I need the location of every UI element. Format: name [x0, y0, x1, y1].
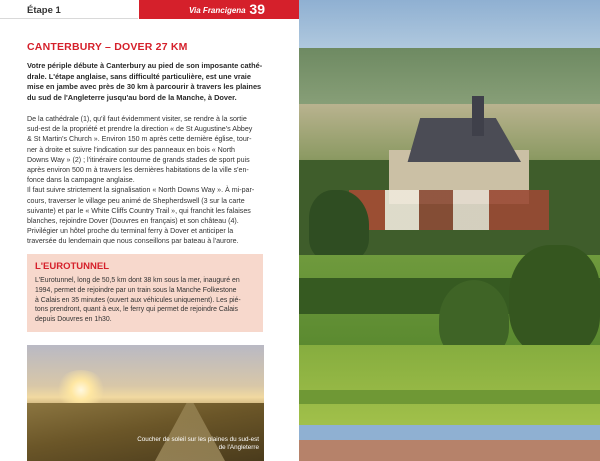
box-line: L'Eurotunnel, long de 50,5 km dont 38 km sous la mer, inauguré en: [35, 277, 240, 284]
route-name: Via Francigena: [189, 6, 246, 15]
photo-caption: [127, 436, 259, 452]
box-line: tons prendront, quant à eux, le ferry qui permet de rejoindre Calais: [35, 306, 239, 314]
body-line: Privilégier un hôtel proche du terminal ferry à Dover et anticiper la: [27, 227, 234, 236]
intro-line: Votre périple débute à Canterbury au pied de son imposante cathé-: [27, 61, 263, 70]
village-landscape-photo: [299, 0, 600, 461]
box-line: depuis Douvres en 1h30.: [35, 316, 112, 324]
route-banner: [139, 0, 299, 19]
intro-line: drale. L'étape anglaise, sans difficulté particulière, est une vraie: [27, 71, 251, 81]
soil-strip: [299, 440, 600, 461]
body-line: cours, traverser le village peu animé de Shepherdswell (3 sur la carte: [27, 196, 245, 205]
body-line: traversée du lendemain que nous conseillons par bateau à l'aurore.: [27, 237, 239, 246]
village-houses: [349, 190, 549, 230]
body-line: après environ 500 m à travers les dernières habitations de la ville s'en-: [27, 166, 249, 175]
stage-label: Étape 1: [0, 0, 138, 19]
body-line: blanches, rejoindre Dover (Douvres en français) et son château (4).: [27, 217, 239, 226]
body-line: Downs Way » (2) ; l'itinéraire contourne de grands stades de sport puis: [27, 155, 250, 164]
body-line: Il faut suivre strictement la signalisation « North Downs Way ». À mi-par-: [27, 186, 255, 195]
intro-paragraph: [27, 61, 271, 103]
route-description: [27, 114, 271, 247]
body-line: fonce dans la campagne anglaise.: [27, 176, 135, 185]
box-line: à Calais en 35 minutes (ouvert aux véhicules uniquement). Les pié-: [35, 296, 241, 304]
box-text: [35, 276, 255, 325]
body-line: & St Martin's Church ». Environ 150 m après cette dernière église, tour-: [27, 135, 252, 144]
church-tower: [472, 96, 484, 136]
left-page: [0, 0, 299, 461]
large-tree: [509, 245, 600, 355]
intro-line: du sud de l'Angleterre jusqu'au bord de la Manche, à Dover.: [27, 92, 237, 102]
body-line: De la cathédrale (1), qu'il faut évidemment visiter, se rendre à la sortie: [27, 115, 247, 123]
body-line: sud-est de la propriété et prendre la direction « de St Augustine's Abbey: [27, 125, 253, 134]
body-line: suivante) et par le « White Cliffs Country Trail », qui franchit les falaises: [27, 206, 251, 215]
box-line: 1994, permet de rejoindre par un train sous la Manche Folkestone: [35, 286, 237, 294]
meadow-stripe: [299, 390, 600, 404]
stage-title: CANTERBURY – DOVER 27 KM: [27, 41, 188, 53]
body-line: ner à droite et suivre l'indication sur des panneaux en bois « North: [27, 145, 235, 154]
eurotunnel-box: [27, 254, 263, 332]
caption-line: de l'Angleterre: [218, 444, 259, 452]
meadow: [299, 345, 600, 425]
box-title: L'EUROTUNNEL: [35, 261, 110, 272]
caption-line: Coucher de soleil sur les plaines du sud-est: [137, 436, 259, 443]
page-number: 39: [249, 1, 265, 17]
page-header: [0, 0, 299, 19]
intro-line: mise en jambe avec près de 30 km à parcourir à travers les plaines: [27, 82, 262, 91]
left-tree: [309, 190, 369, 260]
sunset-photo: [27, 345, 264, 461]
